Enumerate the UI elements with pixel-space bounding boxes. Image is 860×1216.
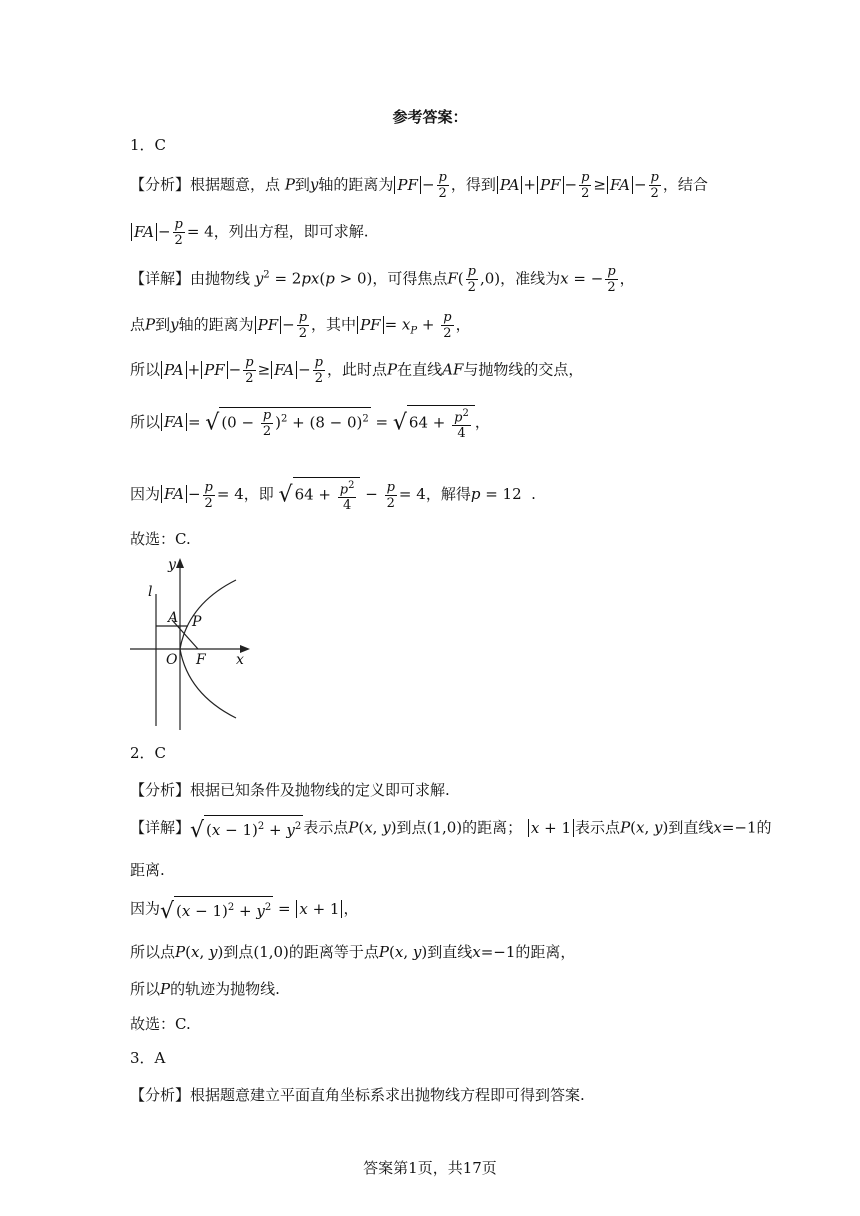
q1-answer: 故选：C.: [130, 530, 191, 548]
q3-analysis: 【分析】根据题意建立平面直角坐标系求出抛物线方程即可得到答案.: [130, 1086, 585, 1104]
label-x: x: [236, 652, 244, 668]
parabola-graph: [128, 554, 252, 730]
page-heading: 参考答案：: [392, 108, 468, 126]
q1-detail: 【详解】由抛物线 $y^2 = 2px(p > 0)$，可得焦点F( $\frac{p}{2}$ ,0)，准线为x = − $\frac{p}{2}$ ，: [130, 264, 635, 295]
q2-analysis: 【分析】根据已知条件及抛物线的定义即可求解.: [130, 781, 450, 799]
q2-detail: 【详解】√ $(x - 1)^2 + y^2$ 表示点P(x, y)到点(1,0)的距离； x + 1 表示点P(x, y)到直线x=−1的: [130, 815, 772, 842]
label-A: A: [168, 610, 179, 626]
q2-detail-line3: 因为√ $(x - 1)^2 + y^2 = x + 1$ ，: [130, 896, 358, 923]
label-P: P: [192, 614, 202, 630]
q2-answer: 故选：C.: [130, 1015, 191, 1033]
q2-detail-line5: 所以P的轨迹为抛物线.: [130, 980, 280, 998]
label-F: F: [196, 652, 206, 668]
q3-number: 3．A: [130, 1049, 166, 1067]
q1-analysis: 【分析】根据题意，点 P到y轴的距离为 PF − $\frac{p}{2}$ ，得到 PA + PF − $\frac{p}{2}$ ≥ FA − $\frac{p}{2}$ ，结合: [130, 170, 708, 201]
label-y: y: [168, 557, 176, 573]
label-O: O: [166, 652, 178, 668]
q2-detail-line2: 距离.: [130, 861, 165, 879]
q2-detail-line4: 所以点P(x, y)到点(1,0)的距离等于点P(x, y)到直线x=−1的距离，: [130, 943, 576, 961]
q1-detail-line7: 因为 FA − $\frac{p}{2}$ = 4，即 √ 64 + $\frac{p^2}{4}$ − $\frac{p}{2}$ = 4，解得p = 12 .: [130, 477, 536, 513]
q1-detail-line6: 所以 FA = √ (0 − $\frac{p}{2}$ )$^2 + (8 - 0)^2$ = √ 64 + $\frac{p^2}{4}$ ，: [130, 405, 490, 441]
y-axis-arrow: [176, 558, 184, 568]
q1-detail-line5: 所以 PA + PF − $\frac{p}{2}$ ≥ FA − $\frac{p}{2}$ ，此时点P在直线AF与抛物线的交点，: [130, 355, 584, 386]
label-l: l: [148, 584, 153, 600]
page-footer: 答案第1页，共17页: [363, 1159, 497, 1177]
q2-number: 2．C: [130, 744, 167, 762]
q1-number: 1．C: [130, 136, 167, 154]
q1-analysis-cont: FA − $\frac{p}{2}$ = 4，列出方程，即可求解.: [130, 217, 369, 248]
q1-detail-line4: 点P到y轴的距离为 PF − $\frac{p}{2}$ ，其中 PF = $x_P$ + $\frac{p}{2}$ ，: [130, 310, 471, 341]
